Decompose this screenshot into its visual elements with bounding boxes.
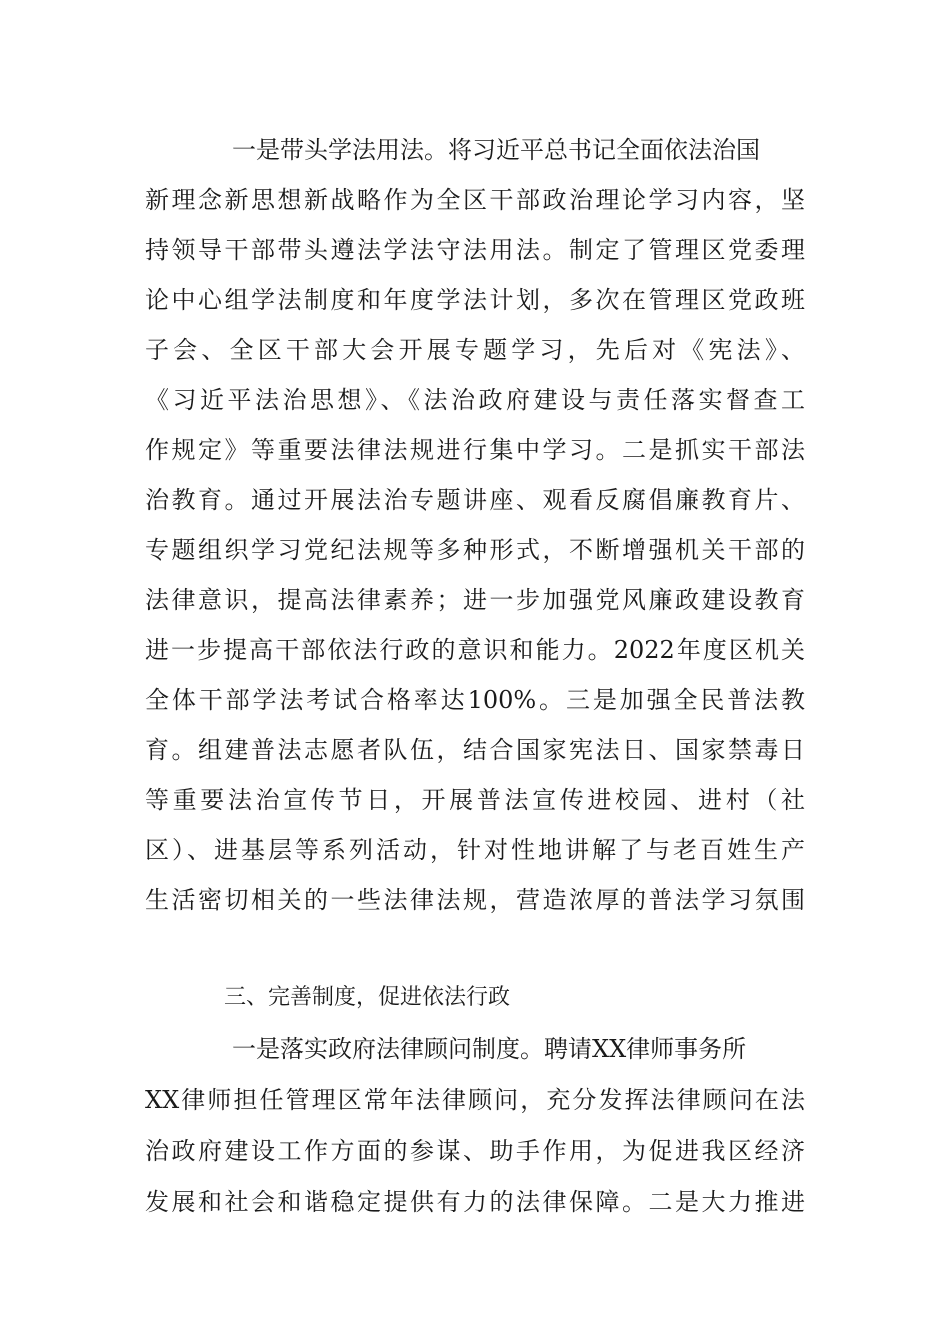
paragraph-line: 发展和社会和谐稳定提供有力的法律保障。二是大力推进	[145, 1188, 805, 1216]
section-heading: 三、完善制度，促进依法行政	[224, 985, 511, 1010]
paragraph-line: 法律意识，提高法律素养；进一步加强党风廉政建设教育	[145, 586, 805, 614]
paragraph-line: 《习近平法治思想》、《法治政府建设与责任落实督查工	[145, 386, 805, 414]
paragraph-line: 治政府建设工作方面的参谋、助手作用，为促进我区经济	[145, 1137, 805, 1165]
paragraph-line: 进一步提高干部依法行政的意识和能力。2022年度区机关	[145, 636, 805, 664]
paragraph-line: 育。组建普法志愿者队伍，结合国家宪法日、国家禁毒日	[145, 736, 805, 764]
paragraph-line: 持领导干部带头遵法学法守法用法。制定了管理区党委理	[145, 236, 805, 264]
paragraph-line: XX律师担任管理区常年法律顾问，充分发挥法律顾问在法	[145, 1086, 805, 1114]
paragraph-line: 全体干部学法考试合格率达100%。三是加强全民普法教	[145, 686, 805, 714]
paragraph-line: 一是落实政府法律顾问制度。聘请XX律师事务所	[232, 1035, 747, 1063]
paragraph-line: 生活密切相关的一些法律法规，营造浓厚的普法学习氛围	[145, 886, 805, 914]
paragraph-line: 等重要法治宣传节日，开展普法宣传进校园、进村（社	[145, 786, 805, 814]
paragraph-line: 子会、全区干部大会开展专题学习，先后对《宪法》、	[145, 336, 805, 364]
paragraph-line: 论中心组学法制度和年度学法计划，多次在管理区党政班	[145, 286, 805, 314]
paragraph-line: 专题组织学习党纪法规等多种形式，不断增强机关干部的	[145, 536, 805, 564]
paragraph-line: 新理念新思想新战略作为全区干部政治理论学习内容，坚	[145, 186, 805, 214]
paragraph-line: 作规定》等重要法律法规进行集中学习。二是抓实干部法	[145, 436, 805, 464]
paragraph-line: 区）、进基层等系列活动，针对性地讲解了与老百姓生产	[145, 836, 805, 864]
paragraph-line: 一是带头学法用法。将习近平总书记全面依法治国	[232, 136, 760, 164]
paragraph-line: 治教育。通过开展法治专题讲座、观看反腐倡廉教育片、	[145, 486, 805, 514]
